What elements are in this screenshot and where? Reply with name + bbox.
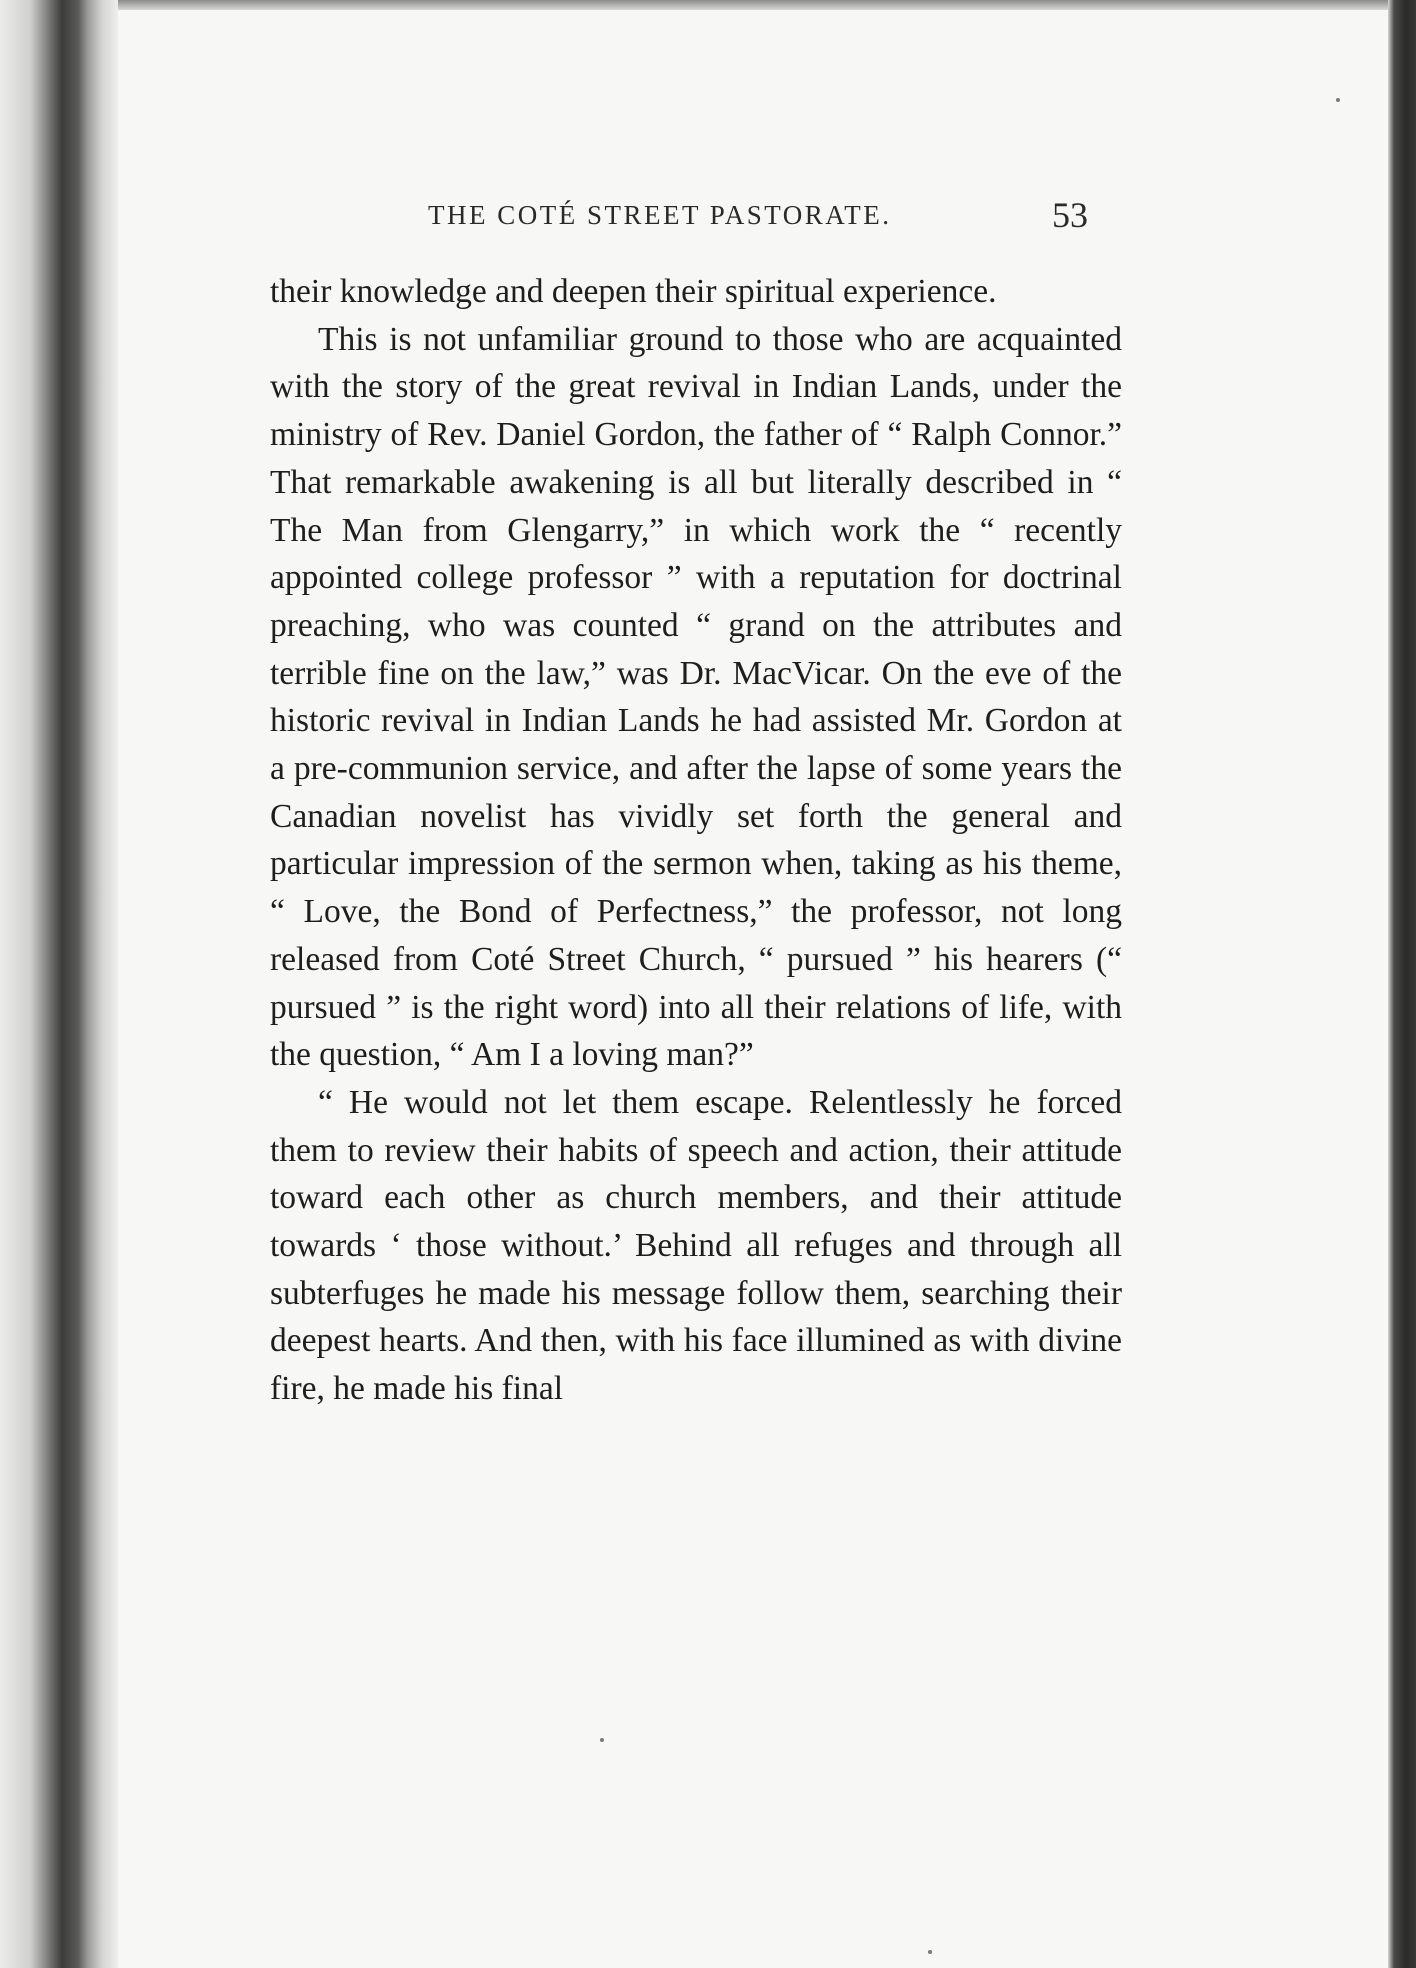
book-spine-shadow: [0, 0, 118, 1968]
top-page-edge: [0, 0, 1416, 10]
page-number: 53: [1052, 195, 1088, 235]
running-head: THE COTÉ STREET PASTORATE.: [428, 200, 892, 230]
paragraph-continued: their knowledge and deepen their spiritual experience.: [270, 273, 997, 310]
right-page-edge: [1388, 0, 1416, 1968]
scan-speck: [1336, 98, 1340, 102]
body-text: [270, 268, 1122, 1413]
paragraph-quotation: “ He would not let them escape. Relentlessly he forced them to review their habits of speech and action, their attitude toward each other as church members, and their attitude towards ‘ those without.’ Behind all refuges and through all subterfuges he made his message follow them, searching their deepest hearts. And then, with his face illumined as with divine fire, he made his final: [270, 1083, 1122, 1408]
scan-speck: [928, 1950, 932, 1954]
scan-speck: [600, 1738, 604, 1742]
paragraph-revival: This is not unfamiliar ground to those who are acquainted with the story of the great revival in Indian Lands, under the ministry of Rev. Daniel Gordon, the father of “ Ralph Connor.” That remarkable awakening is all but literally described in “ The Man from Glengarry,” in which work the “ recently appointed college professor ” with a reputation for doctrinal preaching, who was counted “ grand on the attributes and terrible fine on the law,” was Dr. MacVicar. On the eve of the historic revival in Indian Lands he had assisted Mr. Gordon at a pre-communion service, and after the lapse of some years the Canadian novelist has vividly set forth the general and particular impression of the sermon when, taking as his theme, “ Love, the Bond of Perfectness,” the professor, not long released from Coté Street Church, “ pursued ” his hearers (“ pursued ” is the right word) into all their relations of life, with the question, “ Am I a loving man?”: [270, 320, 1122, 1074]
